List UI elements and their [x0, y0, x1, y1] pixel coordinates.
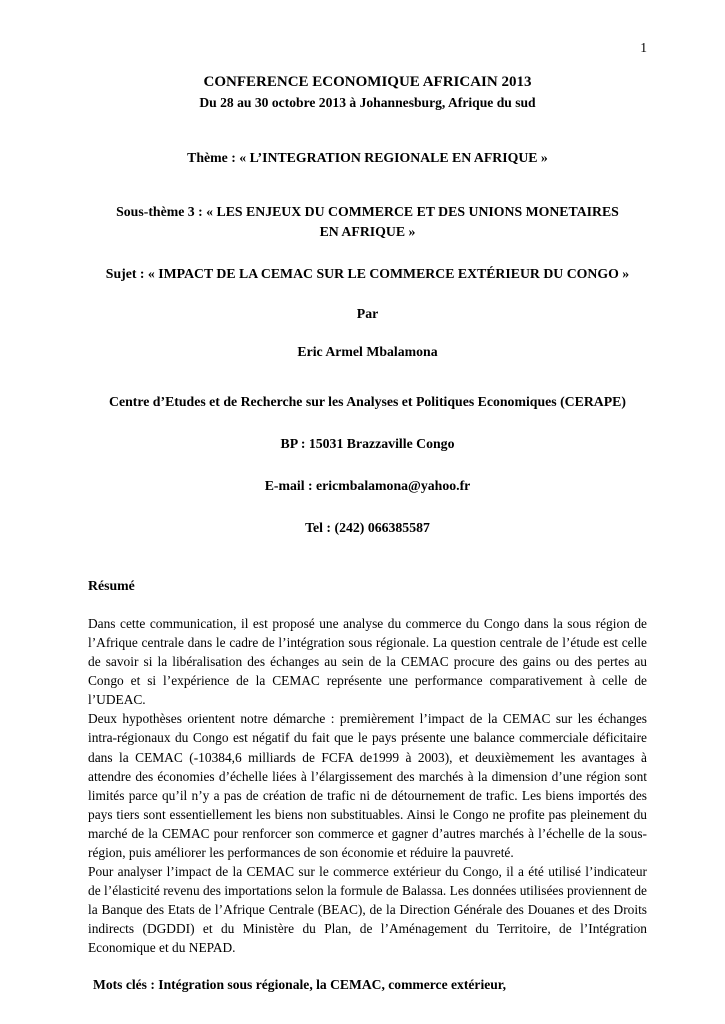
abstract-paragraph-2: Deux hypothèses orientent notre démarche : premièrement l’impact de la CEMAC sur les échanges intra-régionaux du Congo est négatif du fait que le pays présente une balance commerciale déficitaire dans la CEMAC (-10384,6 milliards de FCFA de1999 à 2003), et deuxièmement les avantages à attendre des économies d’échelle liées à l’élargissement des marchés à la dimension d’une région sont limités parce qu’il n’y a pas de création de trafic ni de détournement de trafic. Les biens importés des pays tiers sont essentiellement les biens non substituables. Ainsi le Congo ne profite pas pleinement du marché de la CEMAC pour renforcer son commerce et gagner d’autres marchés à l’échelle de la sous-région, puis améliorer les performances de son économie et réduire la pauvreté. [88, 711, 647, 860]
institution-line: Centre d’Etudes et de Recherche sur les Analyses et Politiques Economiques (CERAPE) [109, 394, 626, 410]
theme-line: Thème : « L’INTEGRATION REGIONALE EN AFRIQUE » [187, 150, 548, 166]
conference-title: CONFERENCE ECONOMIQUE AFRICAIN 2013 [203, 74, 532, 90]
phone-line: Tel : (242) 066385587 [305, 520, 430, 536]
abstract-paragraph-3: Pour analyser l’impact de la CEMAC sur le commerce extérieur du Congo, il a été utilisé l’indicateur de l’élasticité revenu des importations selon la formule de Balassa. Les données utilisées proviennent de la Banque des Etats de l’Afrique Centrale (BEAC), de la Direction Générale des Douanes et des Droits indirects (DGDDI) et du Ministère du Plan, de l’Aménagement du Territoire, de l’Intégration Economique et du NEPAD. [88, 863, 647, 955]
abstract-heading: Résumé [88, 578, 135, 594]
abstract-body [88, 614, 647, 957]
subtheme-line: Sous-thème 3 : « LES ENJEUX DU COMMERCE ET DES UNIONS MONETAIRES EN AFRIQUE » [116, 204, 619, 240]
subject-line: Sujet : « IMPACT DE LA CEMAC SUR LE COMMERCE EXTÉRIEUR DU CONGO » [105, 266, 630, 282]
abstract-paragraph-1: Dans cette communication, il est proposé une analyse du commerce du Congo dans la sous région de l’Afrique centrale dans le cadre de l’intégration sous régionale. La question centrale de l’étude est celle de savoir si la libéralisation des échanges au sein de la CEMAC procure des gains ou des pertes au Congo et si l’expérience de la CEMAC représente une performance comparativement à celle de l’UDEAC. [88, 616, 647, 708]
page-number: 1 [640, 40, 647, 55]
email-line: E-mail : ericmbalamona@yahoo.fr [264, 478, 471, 494]
conference-dates: Du 28 au 30 octobre 2013 à Johannesburg, Afrique du sud [199, 95, 536, 111]
by-label: Par [356, 306, 379, 322]
po-box-line: BP : 15031 Brazzaville Congo [280, 436, 455, 452]
keywords-line: Mots clés : Intégration sous régionale, la CEMAC, commerce extérieur, [93, 976, 506, 992]
author-name: Eric Armel Mbalamona [297, 344, 438, 360]
title-block [88, 72, 647, 536]
